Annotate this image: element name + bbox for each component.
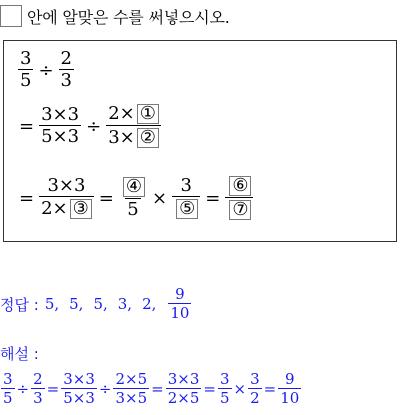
denominator: 2×5 <box>167 389 200 407</box>
equals-sign: = <box>98 187 114 209</box>
denominator: 5×3 <box>63 389 95 407</box>
numerator: 3 <box>180 175 192 196</box>
equals-sign: = <box>203 380 216 398</box>
problem-line-3 <box>16 176 255 220</box>
fraction-common-denominator-1 <box>39 106 81 146</box>
divide-sign: ÷ <box>98 380 112 398</box>
answer-item: 3, <box>117 295 133 313</box>
fraction-common-denominator-2 <box>106 104 161 148</box>
fraction <box>31 372 45 406</box>
fraction <box>166 372 202 406</box>
answer-fraction <box>168 287 191 321</box>
numerator: 3 <box>250 370 260 388</box>
numerator <box>106 104 161 125</box>
explanation-equation <box>0 372 302 406</box>
denominator-text: 3× <box>108 127 135 148</box>
denominator <box>106 125 161 148</box>
divide-sign: ÷ <box>86 115 102 137</box>
fraction <box>248 372 262 406</box>
answer-item: 5, <box>44 295 60 313</box>
blank-1[interactable]: ① <box>137 104 159 124</box>
numerator: 2×5 <box>115 370 148 388</box>
fraction <box>1 372 15 406</box>
denominator: 5 <box>127 199 139 220</box>
numerator <box>225 176 253 197</box>
denominator-text: 2× <box>41 198 68 219</box>
equals-sign: = <box>19 115 35 137</box>
fraction <box>61 372 97 406</box>
answer-checkbox[interactable] <box>0 5 22 27</box>
equals-sign: = <box>19 187 35 209</box>
blank-6[interactable]: ⑥ <box>229 176 251 196</box>
equals-sign: = <box>151 380 164 398</box>
fraction-blank-4-over-5 <box>119 177 147 219</box>
numerator: 3 <box>3 370 13 388</box>
blank-5[interactable]: ⑤ <box>176 199 198 219</box>
denominator: 5×3 <box>41 126 80 147</box>
equals-sign: = <box>263 380 277 398</box>
denominator: 5 <box>219 389 230 407</box>
numerator: 3 <box>20 48 32 69</box>
problem-line-2 <box>16 104 163 148</box>
equals-sign: = <box>46 380 60 398</box>
fraction-3-5 <box>18 50 33 90</box>
multiply-sign: × <box>233 380 247 398</box>
answer-row <box>0 287 193 321</box>
denominator: 5 <box>3 389 13 407</box>
divide-sign: ÷ <box>16 380 30 398</box>
problem-line-1 <box>16 50 76 90</box>
fraction-result-blanks <box>225 176 253 220</box>
denominator <box>225 197 253 220</box>
fraction <box>278 372 301 406</box>
numerator: 3×3 <box>41 104 80 125</box>
numerator: 9 <box>284 370 295 388</box>
fraction <box>113 372 149 406</box>
denominator: 2 <box>250 389 260 407</box>
denominator <box>172 196 200 219</box>
fraction <box>218 372 232 406</box>
blank-4[interactable]: ④ <box>123 177 145 197</box>
denominator: 3 <box>60 70 72 91</box>
numerator-text: 2× <box>108 103 135 124</box>
numerator: 3×3 <box>63 370 95 388</box>
denominator <box>39 196 94 219</box>
answer-item: 2, <box>142 295 157 313</box>
explanation-label: 해설 : <box>0 345 39 363</box>
blank-7[interactable]: ⑦ <box>229 200 251 220</box>
numerator: 2 <box>60 48 72 69</box>
numerator: 3×3 <box>47 175 86 196</box>
blank-2[interactable]: ② <box>137 128 159 148</box>
numerator <box>119 177 147 198</box>
numerator: 3 <box>219 370 230 388</box>
instruction-row <box>0 2 230 30</box>
denominator: 3×5 <box>115 389 148 407</box>
denominator: 3 <box>33 389 43 407</box>
answer-item: 5, <box>93 295 108 313</box>
equals-sign: = <box>205 187 221 209</box>
multiply-sign: × <box>152 187 168 209</box>
answer-label: 정답 : <box>0 295 39 314</box>
answer-item: 5, <box>69 295 84 313</box>
instruction-text: 안에 알맞은 수를 써넣으시오. <box>27 7 230 27</box>
blank-3[interactable]: ③ <box>70 199 92 219</box>
numerator: 3×3 <box>167 370 200 388</box>
fraction-2-3 <box>59 50 74 90</box>
numerator: 2 <box>33 370 43 388</box>
fraction-3-over-blank-5 <box>172 177 200 219</box>
numerator: 9 <box>175 285 185 303</box>
denominator: 10 <box>170 304 190 322</box>
divide-sign: ÷ <box>38 59 54 81</box>
denominator: 10 <box>280 389 300 407</box>
fraction-regroup <box>39 177 94 219</box>
denominator: 5 <box>20 70 32 91</box>
